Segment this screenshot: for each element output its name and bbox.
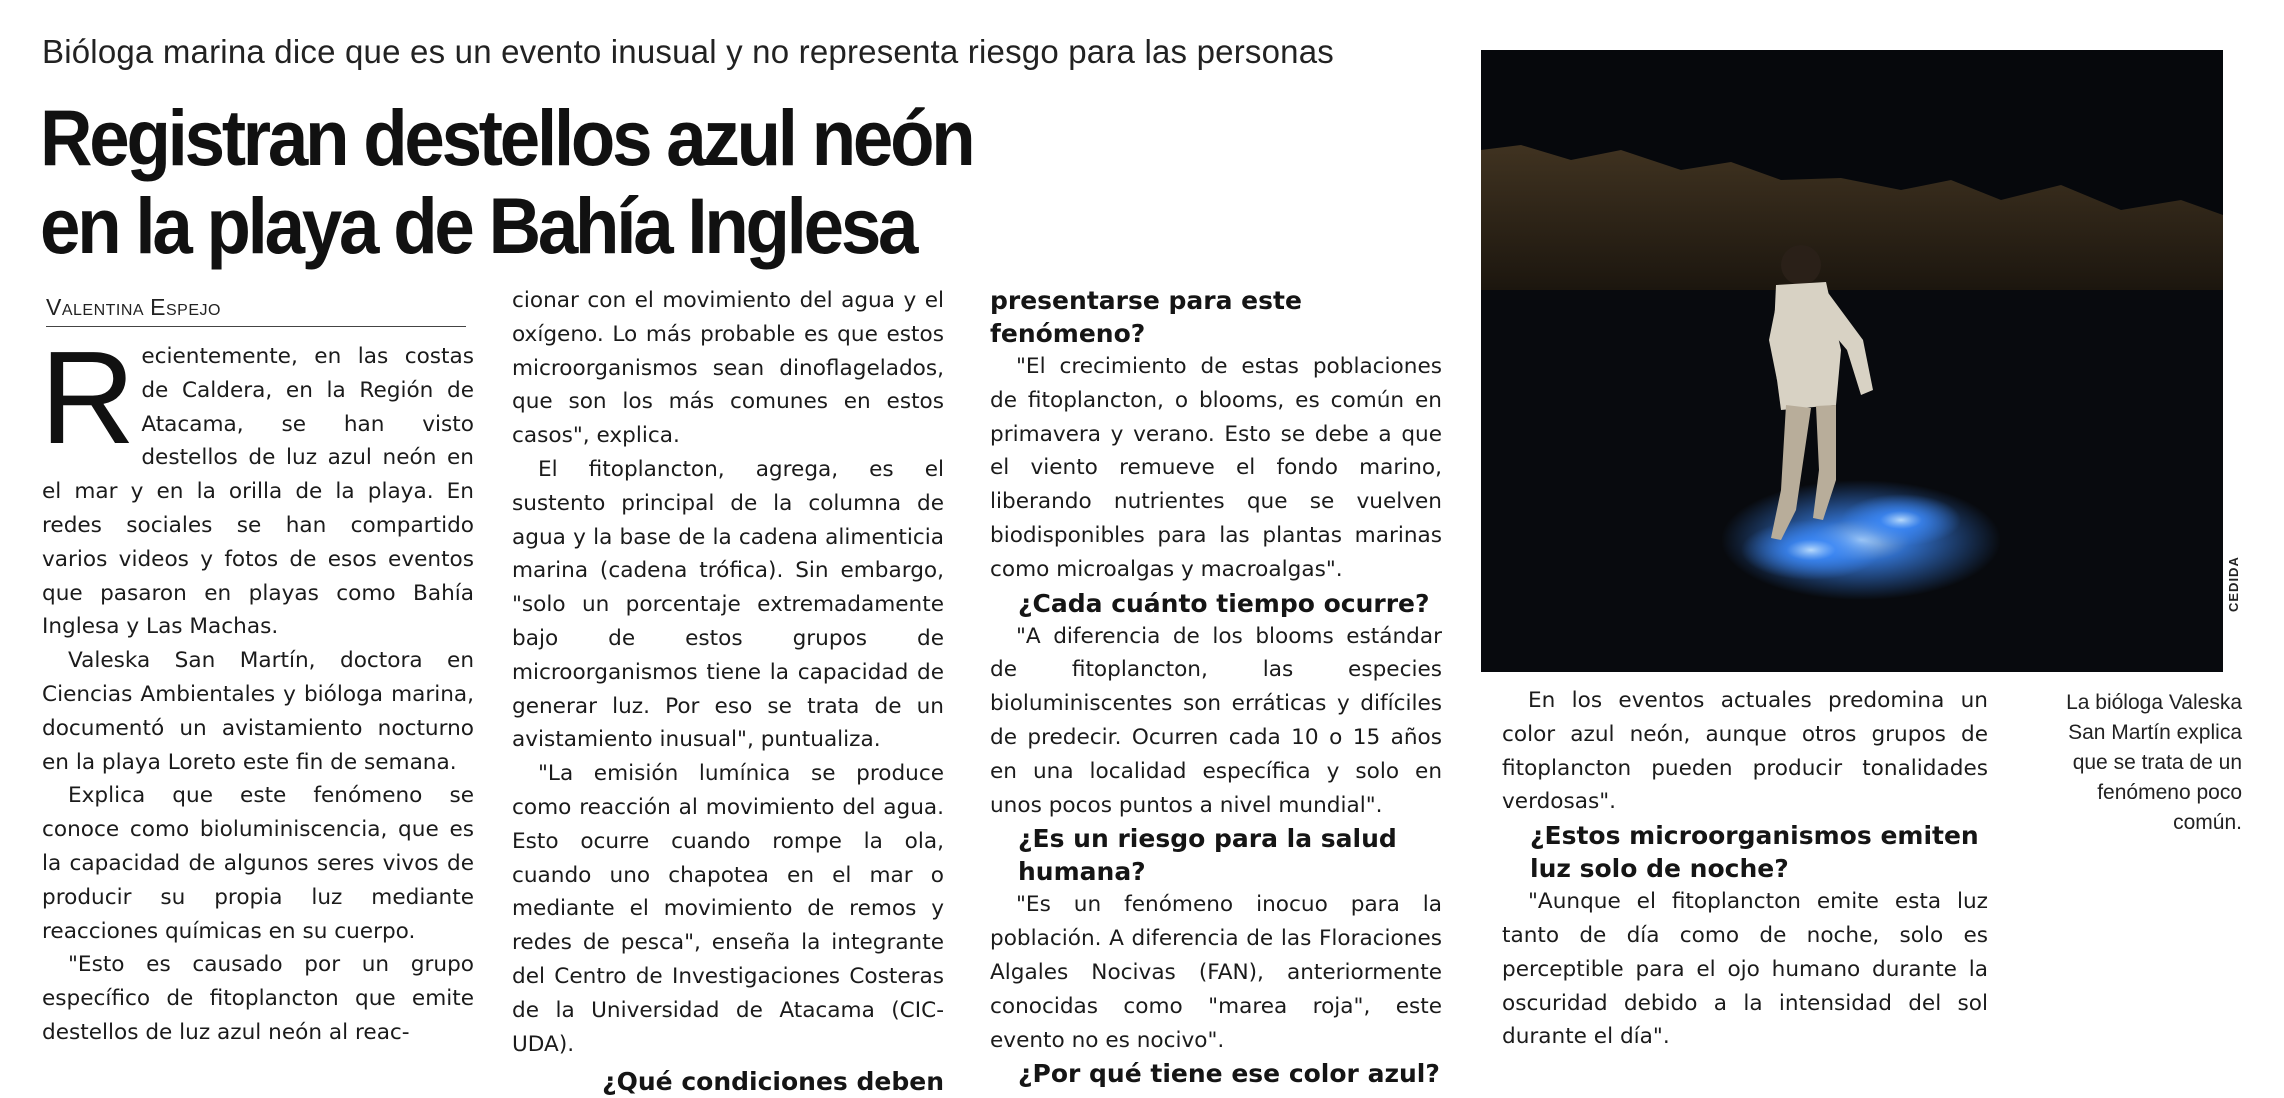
section-heading: ¿Es un riesgo para la salud humana?: [1018, 824, 1397, 887]
paragraph: "Aunque el fitoplancton emite esta luz tanto de día como de noche, solo es perceptible para el ojo humano durante la oscuridad debido a la intensidad del sol durante el día".: [1502, 889, 1988, 1050]
article-byline: [46, 294, 466, 327]
paragraph-text: ecientemente, en las costas de Caldera, en la Región de Atacama, se han visto destellos de luz azul neón en el mar y en la orilla de la playa. En redes sociales se han compartido varios videos y fotos de esos eventos que pasaron en playas como Bahía Inglesa y Las Machas.: [42, 344, 474, 640]
paragraph: "A diferencia de los blooms estándar de fitoplancton, las especies bioluminiscentes son erráticas y difíciles de predecir. Ocurren cada 10 o 15 años en una localidad específica y solo en unos pocos puntos a nivel mundial".: [990, 623, 1442, 818]
bioluminescence-photo: [1481, 50, 2223, 672]
byline-first-name: Valentina: [46, 294, 145, 320]
paragraph: "Esto es causado por un grupo específico de fitoplancton que emite destellos de luz azul neón al reac-: [42, 952, 474, 1045]
paragraph: "Es un fenómeno inocuo para la población. A diferencia de las Floraciones Algales Nocivas (FAN), anteriormente conocidas como "marea roja", este evento no es nocivo".: [990, 892, 1442, 1053]
article-column-4: [1502, 684, 1988, 1054]
headline-line-1: Registran destellos azul neón: [40, 93, 973, 182]
paragraph: cionar con el movimiento del agua y el oxígeno. Lo más probable es que estos microorganismos sean dinoflagelados, que son los más comunes en estos casos", explica.: [512, 288, 944, 449]
section-heading: ¿Cada cuánto tiempo ocurre?: [1018, 588, 1430, 618]
section-heading: presentarse para este fenómeno?: [990, 286, 1302, 348]
article-column-2: [512, 284, 944, 1098]
paragraph: Explica que este fenómeno se conoce como bioluminiscencia, que es la capacidad de algunos seres vivos de producir su propia luz mediante reacciones químicas en su cuerpo.: [42, 783, 474, 944]
article-photo: [1481, 50, 2223, 672]
paragraph: El fitoplancton, agrega, es el sustento principal de la columna de agua y la base de la cadena alimenticia marina (cadena trófica). Sin embargo, "solo un porcentaje extremadamente bajo de estos grupos de microorganismos tiene la capacidad de generar luz. Por eso se trata de un avistamiento inusual", puntualiza.: [512, 456, 944, 753]
article-column-3: [990, 284, 1442, 1090]
section-heading: ¿Qué condiciones deben: [602, 1067, 944, 1097]
byline-last-name: Espejo: [150, 294, 221, 320]
section-heading: ¿Estos microorganismos emiten luz solo de noche?: [1530, 821, 1979, 884]
photo-credit: CEDIDA: [2226, 556, 2241, 612]
photo-caption: La bióloga Valeska San Martín explica que se trata de un fenómeno poco común.: [2066, 691, 2242, 834]
paragraph: [40, 324, 474, 644]
paragraph: "El crecimiento de estas poblaciones de fitoplancton, o blooms, es común en primavera y verano. Esto se debe a que el viento remueve el fondo marino, liberando nutrientes que se vuelven biodisponibles para las plantas marinas como microalgas y macroalgas".: [990, 354, 1442, 582]
section-heading: ¿Por qué tiene ese color azul?: [1018, 1059, 1440, 1089]
drop-cap: R: [40, 324, 136, 471]
article-kicker: Bióloga marina dice que es un evento inusual y no representa riesgo para las personas: [42, 33, 1334, 70]
article-column-1: [40, 324, 474, 1050]
paragraph: "La emisión lumínica se produce como reacción al movimiento del agua. Esto ocurre cuando rompe la ola, cuando uno chapotea en el mar o mediante el movimiento de remos y redes de pesca", enseña la integrante del Centro de Investigaciones Costeras de la Universidad de Atacama (CIC-UDA).: [512, 761, 944, 1057]
paragraph: En los eventos actuales predomina un color azul neón, aunque otros grupos de fitoplancton pueden producir tonalidades verdosas".: [1502, 688, 1988, 815]
paragraph: Valeska San Martín, doctora en Ciencias Ambientales y bióloga marina, documentó un avistamiento nocturno en la playa Loreto este fin de semana.: [42, 648, 474, 775]
headline-line-2: en la playa de Bahía Inglesa: [40, 181, 916, 270]
article-headline: [40, 94, 972, 270]
